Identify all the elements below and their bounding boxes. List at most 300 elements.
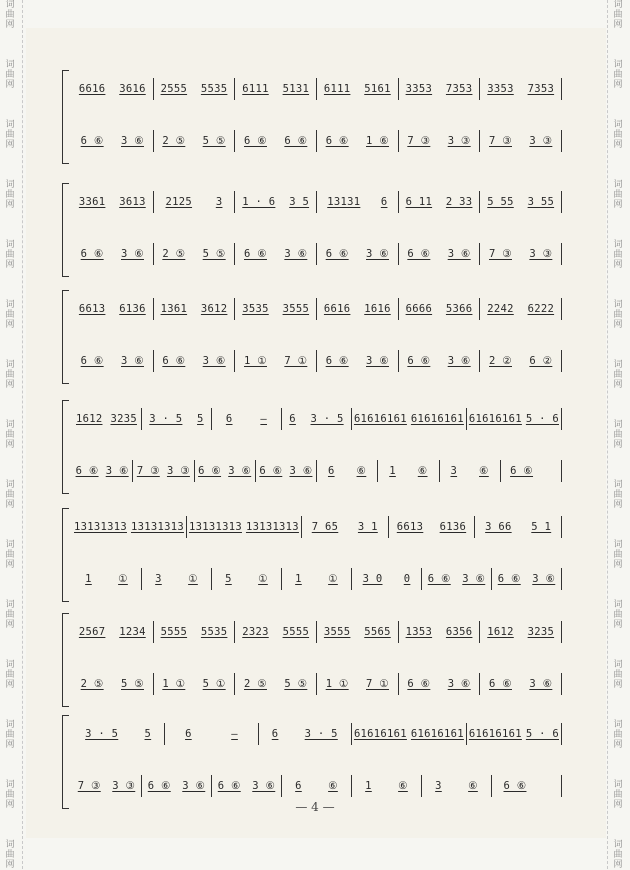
note-group: 1 <box>85 573 92 585</box>
measure <box>317 673 399 695</box>
watermark-text: 词曲网 <box>613 0 623 30</box>
note-group: 2125 <box>165 196 193 208</box>
measure <box>154 350 236 372</box>
note-group: 6 ⑥ <box>407 678 431 690</box>
note-group: 61616161 <box>468 728 522 740</box>
note-group: 3 · 5 <box>304 728 338 740</box>
measure <box>165 723 258 745</box>
note-group: 5131 <box>282 83 310 95</box>
watermark-text: 词曲网 <box>5 660 15 690</box>
measure <box>72 723 165 745</box>
measure <box>72 568 142 590</box>
note-group: 1 · 6 <box>242 196 276 208</box>
system-bracket <box>62 183 69 277</box>
measure <box>480 243 562 265</box>
note-group: 3535 <box>242 303 269 315</box>
watermark-text: 词曲网 <box>613 480 623 510</box>
note-group: 5 · 6 <box>525 413 559 425</box>
watermark-text: 词曲网 <box>5 60 15 90</box>
note-group: ① <box>258 573 268 585</box>
watermark-text: 词曲网 <box>5 360 15 390</box>
note-group: 6 ② <box>529 355 553 367</box>
watermark-text: 词曲网 <box>613 660 623 690</box>
measure <box>399 298 481 320</box>
note-group: 3 55 <box>527 196 555 208</box>
note-group: 3 ⑥ <box>228 465 252 477</box>
measure <box>475 516 562 538</box>
measure <box>235 78 317 100</box>
measure <box>352 775 422 797</box>
note-group: 2 ⑤ <box>244 678 267 690</box>
note-group: 3555 <box>282 303 310 315</box>
watermark-text: 词曲网 <box>613 720 623 750</box>
note-group: 5 · 6 <box>525 728 559 740</box>
note-group: 13131313 <box>130 521 184 533</box>
watermark-text: 词曲网 <box>5 240 15 270</box>
note-group: ⑥ <box>398 780 408 792</box>
note-group: 3 5 <box>289 196 310 208</box>
note-group: 1353 <box>405 626 433 638</box>
note-group: 7 65 <box>311 521 339 533</box>
note-group: 6 ⑥ <box>259 465 283 477</box>
note-group: 5 ① <box>202 678 226 690</box>
system-bracket <box>62 290 69 384</box>
note-group: 3 <box>435 780 442 792</box>
note-group: 3 ⑥ <box>447 355 471 367</box>
note-group: 7 ③ <box>489 135 512 147</box>
measure <box>399 350 481 372</box>
note-group: 1234 <box>119 626 146 638</box>
upper-staff <box>72 408 562 430</box>
system-bracket <box>62 70 69 164</box>
measure <box>154 298 236 320</box>
measure <box>142 568 212 590</box>
note-group: 6613 <box>78 303 106 315</box>
note-group: 3612 <box>200 303 228 315</box>
note-group: 5 <box>225 573 232 585</box>
measure <box>389 516 476 538</box>
measure <box>480 191 562 213</box>
note-group: 5 ⑤ <box>284 678 308 690</box>
watermark-text: 词曲网 <box>613 420 623 450</box>
note-group: 61616161 <box>353 413 407 425</box>
upper-staff <box>72 298 562 320</box>
note-group: 7 ① <box>284 355 308 367</box>
measure <box>317 191 399 213</box>
note-group: 6 ⑥ <box>325 135 349 147</box>
note-group: 3 <box>450 465 458 477</box>
measure <box>399 621 481 643</box>
note-group: 7 ③ <box>407 135 431 147</box>
note-group: 3 ⑥ <box>532 573 556 585</box>
measure <box>352 408 467 430</box>
watermark-text: 词曲网 <box>5 780 15 810</box>
note-group: 3 ③ <box>529 248 553 260</box>
note-group: 3 ③ <box>112 780 136 792</box>
note-group: 6666 <box>405 303 433 315</box>
note-group: 2 ⑤ <box>162 248 186 260</box>
measure <box>133 460 194 482</box>
measure <box>154 130 236 152</box>
note-group: 3613 <box>119 196 146 208</box>
note-group: 5565 <box>364 626 391 638</box>
measure <box>399 673 481 695</box>
measure <box>501 460 562 482</box>
measure <box>154 191 236 213</box>
measure <box>187 516 302 538</box>
measure <box>212 408 282 430</box>
note-group: 1 ⑥ <box>366 135 389 147</box>
watermark-text: 词曲网 <box>613 840 623 870</box>
note-group: 6 ⑥ <box>489 678 512 690</box>
measure <box>72 298 154 320</box>
note-group: 6136 <box>119 303 146 315</box>
upper-staff <box>72 516 562 538</box>
note-group: 6 11 <box>405 196 433 208</box>
note-group: 6613 <box>396 521 424 533</box>
note-group: 6616 <box>323 303 351 315</box>
measure <box>72 408 142 430</box>
note-group: 2242 <box>487 303 514 315</box>
note-group: 13131313 <box>188 521 242 533</box>
watermark-text: 词曲网 <box>5 180 15 210</box>
watermark-text: 词曲网 <box>5 840 15 870</box>
measure <box>317 460 378 482</box>
note-group: 6 <box>327 465 335 477</box>
upper-staff <box>72 621 562 643</box>
note-group: 6356 <box>445 626 473 638</box>
measure <box>235 673 317 695</box>
note-group: 5 <box>144 728 152 740</box>
watermark-text: 词曲网 <box>5 0 15 30</box>
note-group: 7353 <box>445 83 473 95</box>
lower-staff <box>72 568 562 590</box>
note-group: 7 ③ <box>136 465 160 477</box>
measure <box>422 775 492 797</box>
note-group: 3 ⑥ <box>284 248 308 260</box>
note-group: 3 ⑥ <box>121 248 144 260</box>
note-group: 5 ⑤ <box>121 678 144 690</box>
measure <box>399 243 481 265</box>
note-group: 1 ① <box>325 678 349 690</box>
lower-staff <box>72 460 562 482</box>
note-group: 61616161 <box>410 728 464 740</box>
note-group: 6 ⑥ <box>427 573 451 585</box>
measure <box>259 723 352 745</box>
note-group: 6 <box>271 728 279 740</box>
measure <box>235 621 317 643</box>
note-group: 6 <box>289 413 296 425</box>
measure <box>212 775 282 797</box>
watermark-text: 词曲网 <box>613 600 623 630</box>
measure <box>352 723 467 745</box>
note-group: 6 ⑥ <box>80 355 104 367</box>
measure <box>480 350 562 372</box>
note-group: 3 ③ <box>166 465 190 477</box>
note-group: 5161 <box>364 83 391 95</box>
note-group: 6 ⑥ <box>407 355 431 367</box>
note-group: 2323 <box>242 626 269 638</box>
upper-staff <box>72 78 562 100</box>
measure <box>480 673 562 695</box>
note-group: 3 ⑥ <box>252 780 276 792</box>
note-group: 1 <box>295 573 302 585</box>
note-group: 61616161 <box>353 728 407 740</box>
note-group: 6 ⑥ <box>80 135 104 147</box>
note-group: 3 ⑥ <box>289 465 313 477</box>
note-group: 3353 <box>405 83 433 95</box>
measure <box>480 78 562 100</box>
note-group: 3555 <box>323 626 351 638</box>
measure <box>72 673 154 695</box>
watermark-text: 词曲网 <box>5 420 15 450</box>
measure <box>480 298 562 320</box>
note-group: 1 <box>389 465 396 477</box>
note-group: 6 <box>185 728 192 740</box>
system-bracket <box>62 715 69 809</box>
note-group: 3 ⑥ <box>366 355 389 367</box>
watermark-text: 词曲网 <box>613 360 623 390</box>
note-group: 3 ③ <box>529 135 553 147</box>
note-group: 0 <box>403 573 411 585</box>
lower-staff <box>72 775 562 797</box>
page-number: — 4 — <box>295 800 335 814</box>
measure <box>492 568 562 590</box>
note-group: 3 ⑥ <box>105 465 129 477</box>
note-group: 6 ⑥ <box>162 355 186 367</box>
note-group: 6 ⑥ <box>325 355 349 367</box>
measure <box>72 460 133 482</box>
lower-staff <box>72 243 562 265</box>
note-group: 2567 <box>78 626 106 638</box>
note-group: 6 ⑥ <box>198 465 222 477</box>
note-group: 6 ⑥ <box>284 135 308 147</box>
measure <box>317 350 399 372</box>
watermark-text: 词曲网 <box>5 300 15 330</box>
note-group: ⑥ <box>468 780 478 792</box>
note-group: 6111 <box>242 83 269 95</box>
note-group: 6 ⑥ <box>503 780 527 792</box>
lower-staff <box>72 350 562 372</box>
measure <box>480 621 562 643</box>
measure <box>399 130 481 152</box>
measure <box>72 350 154 372</box>
measure <box>235 191 317 213</box>
note-group: 1612 <box>75 413 103 425</box>
left-watermark-strip <box>0 0 23 869</box>
note-group: 5 <box>197 413 204 425</box>
measure <box>154 78 236 100</box>
note-group: 1 <box>365 780 372 792</box>
measure <box>72 130 154 152</box>
measure <box>72 191 154 213</box>
measure <box>282 775 352 797</box>
watermark-text: 词曲网 <box>613 540 623 570</box>
measure <box>317 243 399 265</box>
note-group: — <box>231 728 238 740</box>
measure <box>467 723 562 745</box>
measure <box>440 460 501 482</box>
note-group: 13131313 <box>74 521 127 533</box>
measure <box>72 78 154 100</box>
note-group: 3 ⑥ <box>447 248 471 260</box>
watermark-text: 词曲网 <box>5 600 15 630</box>
note-group: 6 ⑥ <box>497 573 521 585</box>
note-group: 1616 <box>364 303 391 315</box>
note-group: 1 ① <box>244 355 267 367</box>
note-group: ⑥ <box>479 465 489 477</box>
note-group: — <box>260 413 267 425</box>
note-group: 3 66 <box>485 521 512 533</box>
note-group: 5535 <box>200 83 228 95</box>
measure <box>282 408 352 430</box>
note-group: 3 ⑥ <box>366 248 389 260</box>
system-bracket <box>62 613 69 707</box>
note-group: 6 ⑥ <box>75 465 99 477</box>
system-bracket <box>62 400 69 494</box>
measure <box>235 130 317 152</box>
note-group: 5 55 <box>487 196 514 208</box>
note-group: 5555 <box>282 626 310 638</box>
measure <box>195 460 256 482</box>
note-group: 6 <box>295 780 302 792</box>
note-group: 6 ⑥ <box>147 780 171 792</box>
note-group: 6 ⑥ <box>407 248 431 260</box>
note-group: 6 <box>225 413 233 425</box>
note-group: 6 ⑥ <box>217 780 241 792</box>
note-group: 7353 <box>527 83 555 95</box>
watermark-text: 词曲网 <box>5 120 15 150</box>
measure <box>142 775 212 797</box>
watermark-text: 词曲网 <box>613 120 623 150</box>
note-group: ⑥ <box>356 465 367 477</box>
note-group: 2 ⑤ <box>80 678 104 690</box>
note-group: 3235 <box>527 626 555 638</box>
note-group: 3235 <box>110 413 137 425</box>
system-bracket <box>62 508 69 602</box>
note-group: 3 ⑥ <box>121 135 144 147</box>
measure <box>72 516 187 538</box>
note-group: 2 ⑤ <box>162 135 186 147</box>
note-group: 5555 <box>160 626 188 638</box>
measure <box>142 408 212 430</box>
watermark-text: 词曲网 <box>5 480 15 510</box>
note-group: 6136 <box>439 521 467 533</box>
upper-staff <box>72 723 562 745</box>
measure <box>378 460 439 482</box>
note-group: 2 ② <box>489 355 512 367</box>
note-group: 3 ⑥ <box>121 355 144 367</box>
measure <box>256 460 317 482</box>
measure <box>282 568 352 590</box>
measure <box>72 775 142 797</box>
note-group: 3 <box>215 196 223 208</box>
note-group: 3 1 <box>357 521 378 533</box>
note-group: 13131 <box>327 196 361 208</box>
note-group: 3 · 5 <box>310 413 344 425</box>
measure <box>352 568 422 590</box>
watermark-text: 词曲网 <box>613 780 623 810</box>
measure <box>317 621 399 643</box>
note-group: ① <box>328 573 338 585</box>
note-group: 3 ⑥ <box>529 678 553 690</box>
note-group: 3 · 5 <box>85 728 119 740</box>
note-group: 6 ⑥ <box>244 135 267 147</box>
note-group: 6 ⑥ <box>244 248 267 260</box>
note-group: 6 <box>380 196 388 208</box>
note-group: 7 ③ <box>489 248 512 260</box>
note-group: 5 ⑤ <box>202 248 226 260</box>
note-group: 5366 <box>445 303 473 315</box>
note-group: 3 0 <box>362 573 383 585</box>
note-group: 6616 <box>78 83 106 95</box>
note-group: 3 <box>155 573 162 585</box>
measure <box>235 298 317 320</box>
note-group: ⑥ <box>417 465 428 477</box>
measure <box>235 243 317 265</box>
note-group: 61616161 <box>410 413 464 425</box>
note-group: 3 ⑥ <box>182 780 206 792</box>
note-group: 2555 <box>160 83 188 95</box>
measure <box>467 408 562 430</box>
note-group: 13131313 <box>245 521 299 533</box>
note-group: ① <box>188 573 198 585</box>
watermark-text: 词曲网 <box>5 720 15 750</box>
measure <box>492 775 562 797</box>
measure <box>154 621 236 643</box>
note-group: 1361 <box>160 303 188 315</box>
measure <box>235 350 317 372</box>
note-group: 3 ⑥ <box>447 678 471 690</box>
right-watermark-strip <box>607 0 630 869</box>
note-group: 6111 <box>323 83 351 95</box>
measure <box>154 673 236 695</box>
note-group: 6 ⑥ <box>510 465 534 477</box>
note-group: 1612 <box>487 626 514 638</box>
note-group: 3 ⑥ <box>462 573 486 585</box>
measure <box>317 78 399 100</box>
note-group: 3353 <box>487 83 514 95</box>
note-group: 3 · 5 <box>149 413 183 425</box>
note-group: 6 ⑥ <box>325 248 349 260</box>
note-group: 6 ⑥ <box>80 248 104 260</box>
note-group: 2 33 <box>445 196 473 208</box>
note-group: 1 ① <box>162 678 186 690</box>
lower-staff <box>72 673 562 695</box>
measure <box>317 298 399 320</box>
note-group: 3 ⑥ <box>202 355 226 367</box>
measure <box>154 243 236 265</box>
watermark-text: 词曲网 <box>5 540 15 570</box>
note-group: ① <box>118 573 128 585</box>
measure <box>212 568 282 590</box>
upper-staff <box>72 191 562 213</box>
note-group: 5 ⑤ <box>202 135 226 147</box>
measure <box>399 191 481 213</box>
note-group: 3616 <box>119 83 146 95</box>
note-group: 3361 <box>78 196 106 208</box>
measure <box>72 243 154 265</box>
note-group: 6222 <box>527 303 555 315</box>
note-group: ⑥ <box>328 780 338 792</box>
measure <box>72 621 154 643</box>
watermark-text: 词曲网 <box>613 300 623 330</box>
note-group: 5535 <box>200 626 228 638</box>
note-group: 7 ③ <box>77 780 101 792</box>
lower-staff <box>72 130 562 152</box>
note-group: 61616161 <box>468 413 522 425</box>
note-group: 7 ① <box>366 678 389 690</box>
